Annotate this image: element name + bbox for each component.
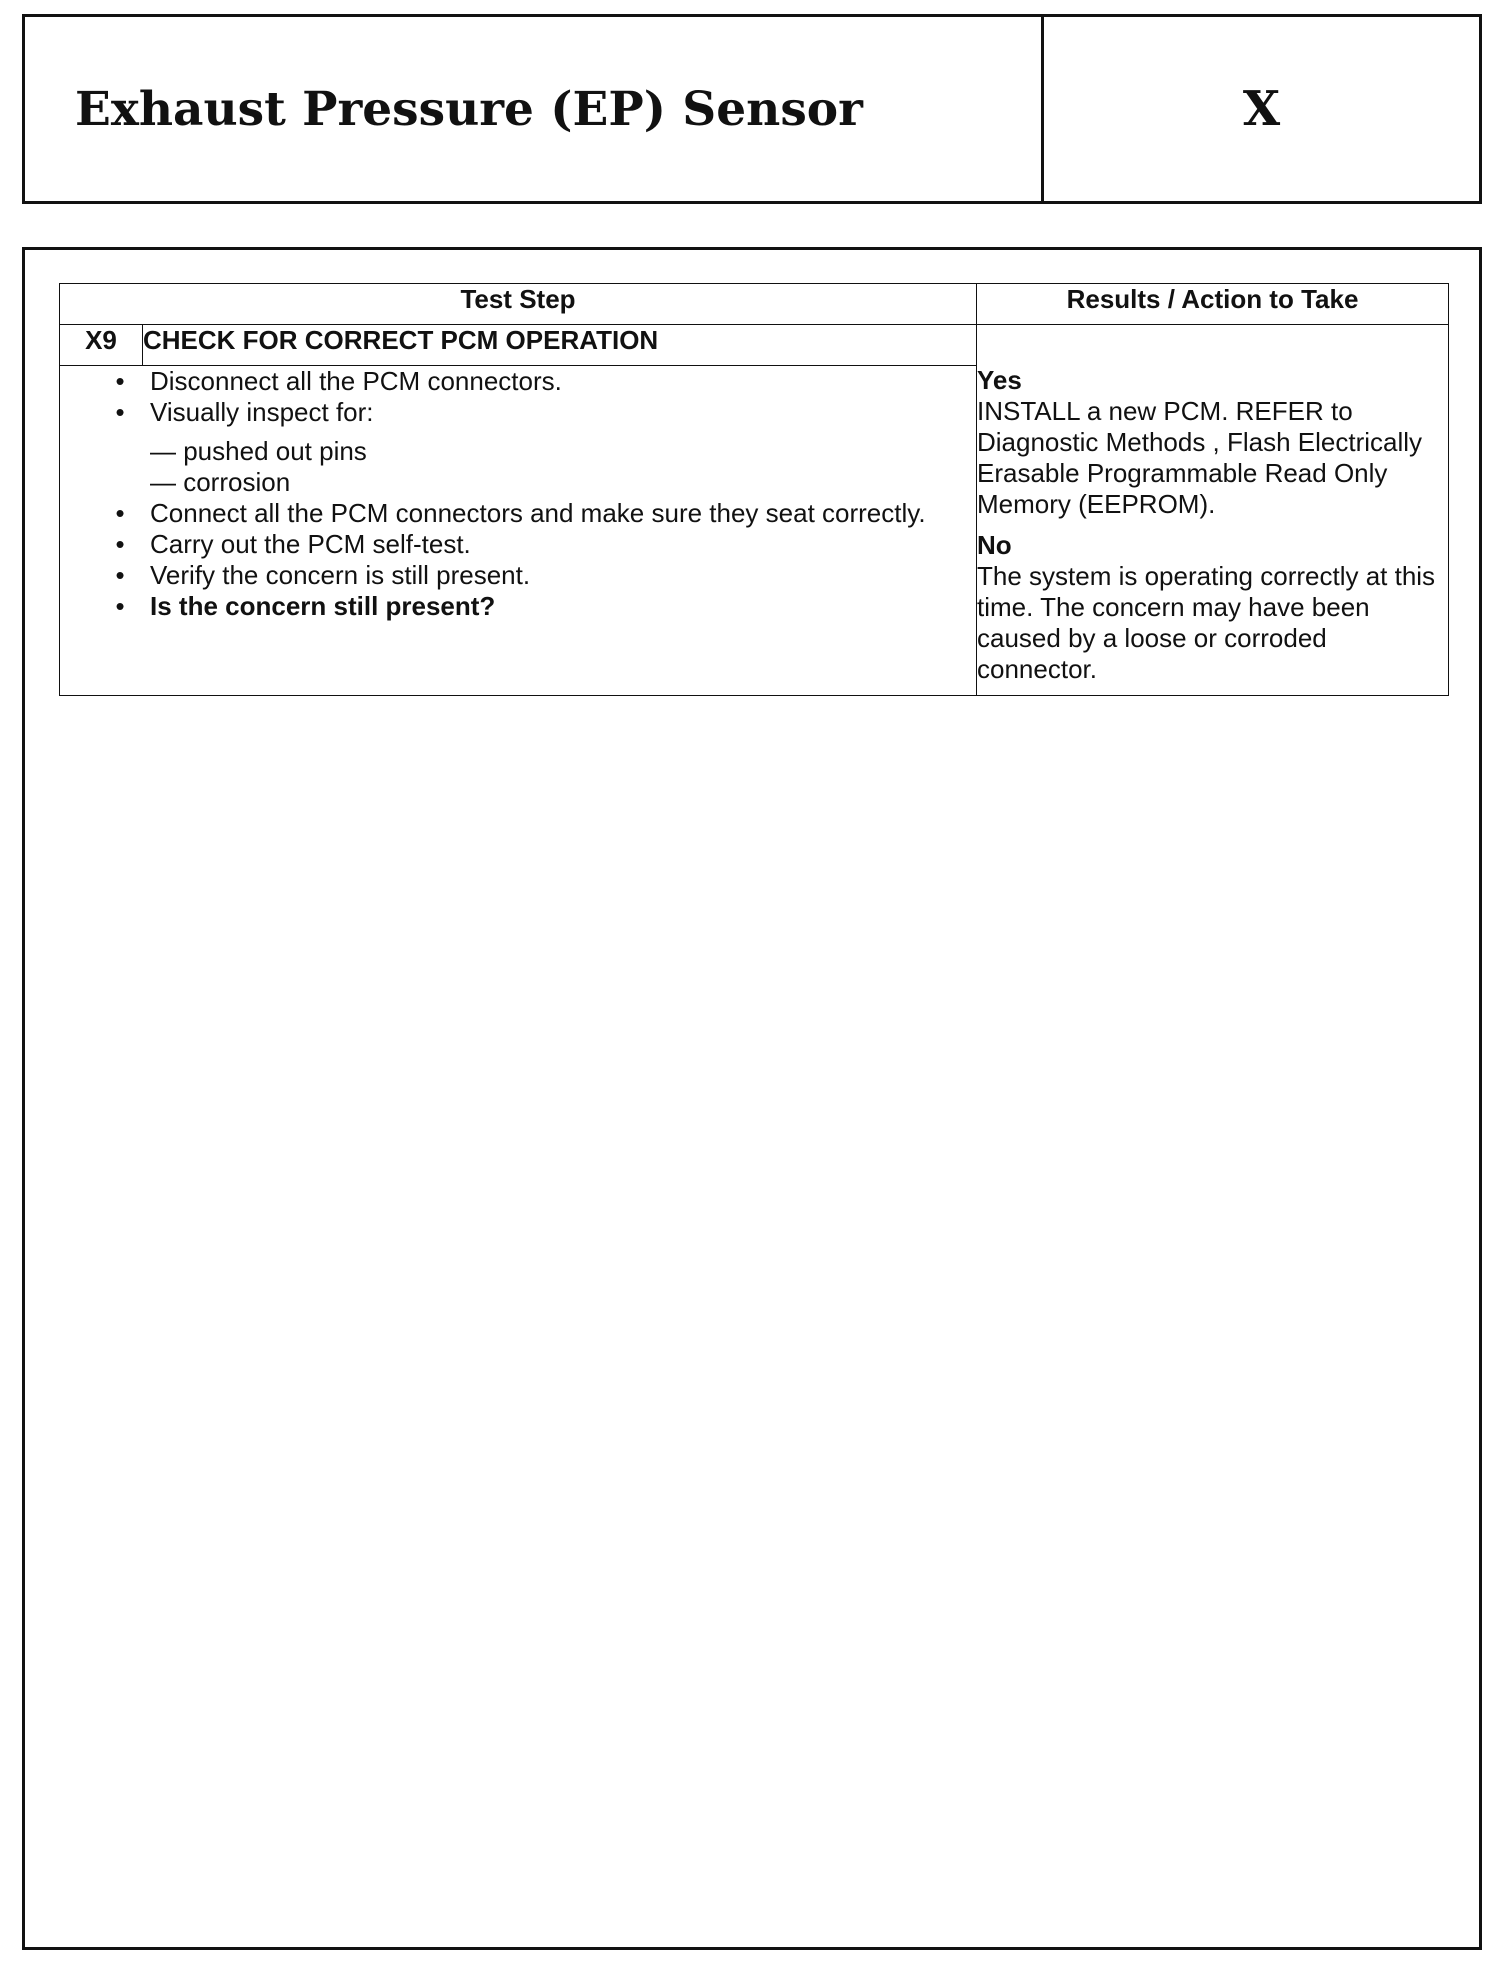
column-header-results: Results / Action to Take	[977, 284, 1449, 325]
result-yes-label: Yes	[977, 365, 1022, 395]
header-box	[22, 14, 1482, 204]
content-box	[22, 247, 1482, 1950]
result-yes-text: INSTALL a new PCM. REFER to Diagnostic Methods , Flash Electrically Erasable Programmable Read Only Memory (EEPROM).	[977, 396, 1423, 519]
result-no-label: No	[977, 530, 1012, 560]
sub-item: — pushed out pins	[150, 436, 367, 466]
instruction-text: Visually inspect for:	[150, 397, 374, 427]
instruction-list	[60, 366, 976, 622]
instruction-text: Carry out the PCM self-test.	[150, 529, 471, 559]
inspection-sublist	[150, 436, 976, 498]
sub-item: — corrosion	[150, 467, 291, 497]
instruction-item	[115, 397, 976, 498]
instruction-text: Connect all the PCM connectors and make sure they seat correctly.	[150, 498, 926, 528]
instruction-text: Verify the concern is still present.	[150, 560, 531, 590]
test-step-table	[59, 283, 1449, 696]
result-no-text: The system is operating correctly at this time. The concern may have been caused by a loose or corroded connector.	[977, 561, 1436, 684]
column-header-test-step: Test Step	[60, 284, 977, 325]
instruction-item	[115, 366, 976, 397]
result-no	[977, 530, 1448, 685]
bullet-icon: •	[115, 529, 125, 559]
instruction-item	[115, 498, 976, 529]
section-letter: X	[1242, 81, 1281, 137]
instruction-text: Disconnect all the PCM connectors.	[150, 366, 562, 396]
instruction-question: Is the concern still present?	[150, 591, 496, 621]
bullet-icon: •	[115, 560, 125, 590]
step-title: CHECK FOR CORRECT PCM OPERATION	[143, 325, 977, 366]
instruction-item	[115, 529, 976, 560]
step-id: X9	[60, 325, 143, 366]
bullet-icon: •	[115, 498, 125, 528]
bullet-icon: •	[115, 366, 125, 396]
step-instructions	[60, 366, 977, 696]
page-title: Exhaust Pressure (EP) Sensor	[25, 17, 1044, 201]
instruction-item	[115, 560, 976, 591]
result-yes	[977, 365, 1448, 520]
instruction-item	[115, 591, 976, 622]
results-cell	[977, 325, 1449, 696]
bullet-icon: •	[115, 397, 125, 427]
bullet-icon: •	[115, 591, 125, 621]
